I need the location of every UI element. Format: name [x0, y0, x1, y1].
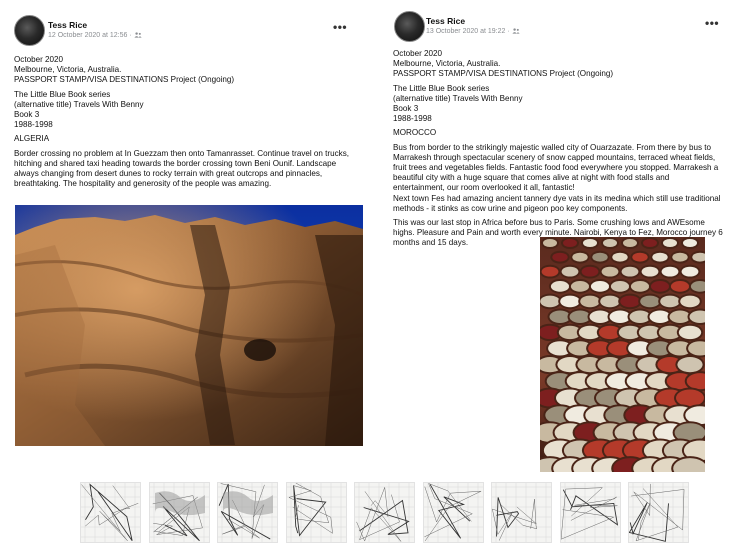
- map-thumbnail[interactable]: [217, 482, 278, 543]
- post-body: [393, 49, 723, 253]
- author-name[interactable]: Tess Rice: [48, 20, 88, 30]
- post-paragraph: [393, 84, 723, 125]
- post-body: [14, 55, 349, 193]
- post-text-line: The Little Blue Book series: [14, 89, 111, 99]
- tannery-photo[interactable]: [540, 237, 705, 472]
- map-thumbnail[interactable]: [286, 482, 347, 543]
- post-paragraph: [393, 143, 723, 214]
- post-text-line: ALGERIA: [14, 134, 50, 144]
- post-meta: [426, 28, 520, 35]
- post-text-line: MOROCCO: [393, 128, 437, 138]
- post-paragraph: [393, 128, 723, 138]
- map-thumbnail[interactable]: [149, 482, 210, 543]
- map-thumbnail[interactable]: [491, 482, 552, 543]
- post-paragraph: [14, 90, 349, 131]
- post-text-line: October 2020: [393, 49, 443, 58]
- post-paragraph: [14, 149, 349, 190]
- post-text-line: The Little Blue Book series: [393, 83, 490, 93]
- friends-icon[interactable]: [134, 32, 142, 38]
- meta-separator: ·: [129, 32, 132, 39]
- post-paragraph: [14, 134, 349, 144]
- post-morocco: [380, 0, 732, 480]
- more-options-button[interactable]: •••: [705, 16, 720, 30]
- map-thumbnail[interactable]: [560, 482, 621, 543]
- post-text-line: Melbourne, Victoria, Australia.: [14, 65, 122, 75]
- post-text-line: (alternative title) Travels With Benny: [14, 99, 144, 109]
- author-name[interactable]: Tess Rice: [426, 16, 466, 26]
- post-paragraph: [14, 55, 349, 86]
- post-meta: [48, 32, 142, 39]
- map-thumbnail[interactable]: [80, 482, 141, 543]
- friends-icon[interactable]: [512, 28, 520, 34]
- post-text-line: Book 3: [393, 104, 419, 114]
- post-algeria: [0, 0, 372, 472]
- post-paragraph: [393, 49, 723, 80]
- post-text-line: 1988-1998: [14, 120, 53, 130]
- post-text-line: Melbourne, Victoria, Australia.: [393, 59, 501, 69]
- post-text-line: 1988-1998: [393, 114, 432, 124]
- rock-cliff-photo[interactable]: [15, 205, 363, 446]
- map-thumbnail[interactable]: [628, 482, 689, 543]
- more-options-button[interactable]: •••: [333, 20, 348, 34]
- map-thumbnail-strip: [80, 482, 708, 542]
- map-thumbnail[interactable]: [423, 482, 484, 543]
- avatar[interactable]: [14, 15, 45, 46]
- post-timestamp[interactable]: 13 October 2020 at 19:22: [426, 28, 506, 35]
- avatar[interactable]: [394, 11, 425, 42]
- post-text-line: This was our last stop in Africa before bus to Paris. Some crushing lows and AWEsome highs. Pleasure and Pain and worth every minute. Nairobi, Kenya to Fez, Morocco journey 6 months and 15 days.: [393, 218, 723, 248]
- post-text-line: Book 3: [14, 110, 40, 120]
- post-text-line: PASSPORT STAMP/VISA DESTINATIONS Project (Ongoing): [14, 75, 235, 85]
- post-text-line: PASSPORT STAMP/VISA DESTINATIONS Project (Ongoing): [393, 69, 614, 79]
- post-text-line: October 2020: [14, 55, 64, 64]
- post-text-line: Next town Fes had amazing ancient tannery dye vats in its medina which still use traditional methods - it stinks as cow urine and pigeon poo key components.: [393, 193, 721, 213]
- meta-separator: ·: [507, 28, 510, 35]
- post-text-line: Border crossing no problem at In Guezzam then onto Tamanrasset. Continue travel on trucks, hitching and shared taxi heading towards the border crossing town Beni Ounif. Landscape always changing from desert dunes to rocky terrain with great outcrops and pinnacles, breathtaking. The hospitality and generosity of the people was amazing.: [14, 148, 350, 189]
- post-timestamp[interactable]: 12 October 2020 at 12:56: [48, 32, 128, 39]
- post-text-line: (alternative title) Travels With Benny: [393, 93, 523, 103]
- map-thumbnail[interactable]: [354, 482, 415, 543]
- post-text-line: Bus from border to the strikingly majestic walled city of Ouarzazate. From there by bus to Marrakesh through spectacular scenery of snow capped mountains, terraced wheat fields, fruit trees and vegetables fields. Fantastic food food everywhere you stopped. Marrakesh a beautiful city with a huge square that comes alive at night with food stalls and entertainment, our room overlooked it all, fantastic!: [393, 142, 719, 193]
